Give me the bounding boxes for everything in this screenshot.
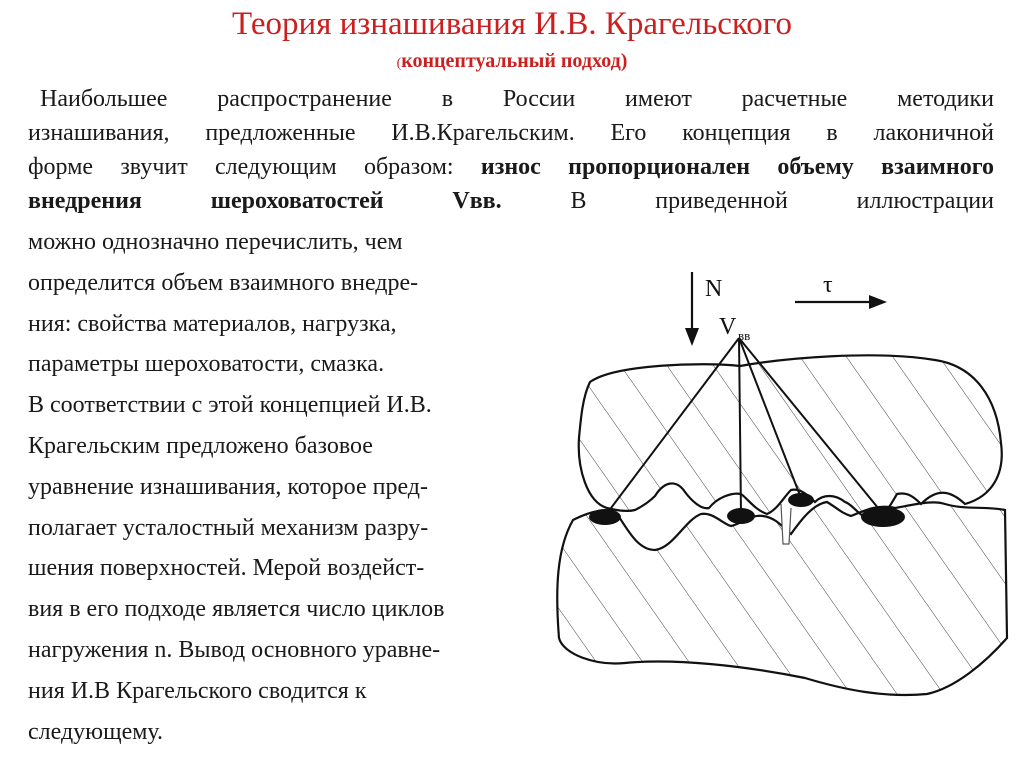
paragraph-text: изнашивания, предложенные И.В.Крагельским. Его концепция в лаконичной [28, 120, 994, 146]
left-line: ния И.В Крагельского сводится к [28, 677, 367, 704]
asperity-contact-diagram [545, 258, 1015, 718]
left-line: шения поверхностей. Мерой воздейст- [28, 555, 425, 582]
paragraph-text: В приведенной иллюстрации [501, 188, 994, 214]
left-line: определится объем взаимного внедре- [28, 269, 419, 296]
contact-spot [589, 509, 621, 525]
load-arrow-head [685, 328, 699, 346]
left-line: уравнение изнашивания, которое пред- [28, 473, 428, 500]
label-V: V [719, 314, 737, 340]
paragraph-line-1 [28, 82, 994, 116]
subtitle-paren: ( [396, 56, 402, 71]
paragraph-bold-text: износ пропорционален объему взаимного [480, 154, 995, 180]
paragraph-line-3 [28, 150, 994, 184]
left-line: полагает усталостный механизм разру- [28, 514, 429, 541]
intro-paragraph [28, 82, 994, 218]
subtitle-text: концептуальный подход) [401, 50, 628, 72]
left-line: ния: свойства материалов, нагрузка, [28, 310, 397, 337]
paragraph-text: форме звучит следующим образом: [28, 154, 481, 180]
paragraph-line-4 [28, 184, 994, 218]
label-V-subscript: вв [738, 328, 751, 343]
left-line: В соответствии с этой концепцией И.В. [28, 392, 432, 419]
paragraph-line-2 [28, 116, 994, 150]
left-line: можно однозначно перечислить, чем [28, 229, 403, 255]
paragraph-bold-text: внедрения шероховатостей Vвв. [28, 188, 502, 214]
left-line: параметры шероховатости, смазка. [28, 351, 385, 378]
paragraph-text: Наибольшее распространение в России имеют расчетные методики [40, 86, 994, 112]
left-column-text [28, 222, 528, 752]
contact-spot [788, 493, 814, 507]
label-N: N [705, 276, 723, 302]
contact-spot [861, 507, 905, 527]
slide-subtitle [0, 48, 1024, 77]
upper-body [579, 355, 1002, 520]
label-tau: τ [823, 272, 833, 298]
slide-title: Теория изнашивания И.В. Крагельского [232, 6, 792, 42]
left-line: нагружения n. Вывод основного уравне- [28, 636, 441, 663]
left-line: следующему. [28, 718, 164, 745]
wear-debris [781, 504, 791, 544]
shear-arrow-head [869, 295, 887, 309]
left-line: Крагельским предложено базовое [28, 432, 373, 459]
left-line: вия в его подходе является число циклов [28, 596, 445, 623]
